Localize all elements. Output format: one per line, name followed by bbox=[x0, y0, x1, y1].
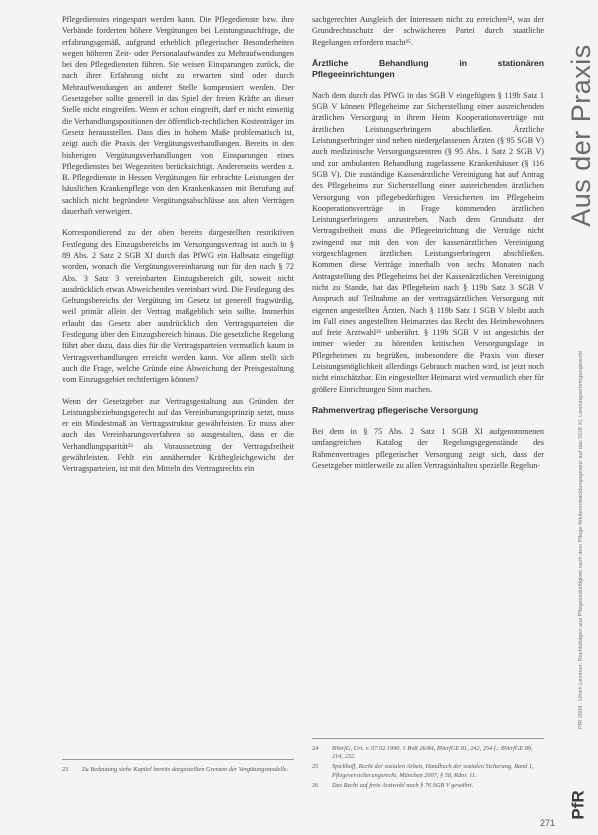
section-title-text: Aus der Praxis bbox=[565, 43, 596, 227]
section-heading: Ärztliche Behandlung in stationären Pflegeeinrichtungen bbox=[312, 57, 544, 79]
footnote-number: 26 bbox=[312, 781, 319, 789]
footnote-text: Zu Bedeutung siehe Kapitel bereits dargestellten Grenzen der Vergütungsmodelle. bbox=[82, 766, 289, 773]
body-paragraph: Nach dem durch das PfWG in das SGB V eingefügten § 119b Satz 1 SGB V können Pflegeheime zur Sicherstellung einer ausreichenden ärztlichen Versorgung in ihrem Heim Kooperationsverträge mit ärztlichen Leistungserbringern abschließen. Ärztliche Leistungserbringer sind neben niedergelassenen Ärzten (§ 95 SGB V) auch medizinische Versorgungszentren (§ 95 Abs. 1 Satz 2 SGB V) und zur ambulanten Behandlung zugelassene Krankenhäuser (§ 116 SGB V). Die zuständige Kassenärztliche Vereinigung hat auf Antrag des Pflegeheims zur Sicherstellung einer ausreichenden ärztlichen Versorgung von pflegebedürftigen Versicherten im Pflegeheim Kooperationsverträge in Frage kommenden ärztlichen Leistungserbringern anzustreben. Nach dem Grundsatz der Vertragsfreiheit muss die Pflegeeinrichtung die Verträge nicht zwingend nur mit den von der kassenärztlichen Vereinigung vorgeschlagenen ärztlichen Leistungserbringern abschließen. Kommen diese Verträge innerhalb von sechs Monaten nach Antragstellung des Pflegeheims bei der Kassenärztlichen Vereinigung nicht zu Stande, hat das Pflegeheim nach § 119b Satz 3 SGB V Anspruch auf Teilnahme an der vertragsärztlichen Versorgung mit eigenen angestellten Ärzten. Nach § 119b Satz 1 SGB V bleibt auch im Fall eines angestellten Heimarztes das Recht des Heimbewohners auf freie Arztwahl²⁶ unberührt. § 119b SGB V ist angesichts der immer wieder zu hörenden kritischen Versorgungslage in Pflegeheimen zu begrüßen, insbesondere die Praxis von dieser Leistungsmöglichkeit allerdings Gebrauch machen wird, ist jetzt noch nicht einschätzbar. Ein eingestellter Heimarzt wird vermutlich eher für größere Einrichtungen Sinn machen. bbox=[312, 90, 544, 394]
body-paragraph: Bei dem in § 75 Abs. 2 Satz 1 SGB XI aufgenommenen umfangreichen Katalog der Regelungsgegenstände des Rahmenvertrages pflegerischer Versorgung zeigt sich, dass der Gesetzgeber mittlerweile zu allen Vertragsinhalten spezielle Regelun- bbox=[312, 426, 544, 470]
section-title-vertical bbox=[566, 10, 596, 260]
footnote-text: Spickhoff, Recht der sozialen Arbeit, Handbuch der sozialen Sicherung, Band 1, Pflegeversicherungsrecht, München 2007, § 58, Rdnr. 11. bbox=[332, 763, 534, 779]
right-column bbox=[312, 14, 544, 481]
footnote bbox=[312, 745, 544, 761]
footnote-text: Das Recht auf freie Arztwahl nach § 76 SGB V gewährt. bbox=[332, 781, 474, 789]
running-citation-vertical bbox=[576, 270, 586, 810]
footnote-number: 25 bbox=[312, 763, 319, 771]
footnote bbox=[62, 766, 294, 774]
body-paragraph: Korrespondierend zu der oben bereits dargestellten restriktiven Festlegung des Einzugsbereichs im Versorgungsvertrag ist auch in § 89 Abs. 2 Satz 2 SGB XI durch das PfWG ein Halbsatz eingefügt worden, wonach die Vergütungsvereinbarung nur für den nach § 72 Abs. 3 Satz 3 vereinbarten Einzugsbereich gilt, soweit nicht ausdrücklich etwas Abweichendes vereinbart wird. Die Festlegung des Geltungsbereichs der Vergütung im Gesetz ist generell fragwürdig, weil primär allein der Vertrag maßgeblich sein sollte. Immerhin erlaubt das Gesetz aber ausdrücklich den Vertragsparteien die Festlegung über den Einzugsbereich hinaus. Die gesetzliche Regelung führt aber dazu, dass dies für die Vertragsparteien vermutlich kaum in Vertragsverhandlungen erreicht werden kann. Vor allem stellt sich auch die Frage, welche Gründe eine Abweichung der Preisgestaltung vom Einzugsgebiet rechtfertigen können? bbox=[62, 228, 294, 385]
running-citation-text: PfR 2009 · Ulrich Lemmer: Rechtsfolgen aus Pflegebedürftigkeit nach dem Pflege-Weiterentwicklungsgesetz auf das SGB XI, Leistungserbringungsrecht bbox=[578, 351, 585, 729]
journal-logo-text: PfR bbox=[569, 790, 588, 820]
footnote bbox=[312, 782, 544, 790]
footnote-number: 24 bbox=[312, 745, 319, 752]
footnote-text: BVerfG, Urt. v. 07.02.1990, 1 BvR 26/84, BVerfGE 81, 242, 254 f.; BVerfGE 89, 214, 232. bbox=[332, 745, 533, 761]
page-number: 271 bbox=[540, 818, 556, 828]
footnotes-right bbox=[312, 738, 544, 792]
body-paragraph: Wenn der Gesetzgeber zur Vertragsgestaltung aus Gründen der Leistungsbeziehungsgerecht auf das Vereinbarungsprinzip setzt, muss er ein Mindestmaß an Vertragsstruktur gewährleisten. Er muss aber auch das Vereinbarungsverfahren so ausgestalten, dass er die Verhandlungsparität²³ als Voraussetzung der Vertragsfreiheit gewährleisten. Fehlt ein annähernder Kräftegleichgewicht der Vertragsparteien, ist mit den Mitteln des Vertragsrechts ein bbox=[62, 396, 294, 474]
left-column bbox=[62, 14, 294, 485]
journal-logo bbox=[568, 790, 590, 820]
footnotes-left bbox=[62, 759, 294, 776]
body-paragraph: sachgerechter Ausgleich der Interessen nicht zu erreichen²⁴, was der Grundrechtsschutz der schwächeren Partei durch staatliche Regelungen erfordern macht²⁵. bbox=[312, 15, 544, 47]
section-heading: Rahmenvertrag pflegerische Versorgung bbox=[312, 404, 479, 415]
footnote bbox=[312, 763, 544, 779]
footnote-number: 23 bbox=[62, 766, 69, 773]
body-paragraph: Pflegedienstes eingespart werden kann. Die Pflegedienste bzw. ihre Verbände forderten höhere Vergütungen bei Leistungsnachfrage, die erfahrungsgemäß, aufgrund erheblich pflegerischer Besonderheiten wegen höheren Zeit- oder Personalaufwandes zu Mehraufwendungen bei den Pflegediensten führen. Sie weisen Einsparungen zurück, die nach ihrer Erfahrung nicht zu erwarten sind oder durch Mehraufwendungen an anderer Stelle kompensiert werden. Der Gesetzgeber sollte generell in das Spiel der freien Kräfte an dieser Stelle nicht eingreifen. Wenn er schon eingreift, darf er nicht einseitig die Verhandlungspositionen der öffentlich-rechtlichen Kostenträger im Gesetz herausstellen. Dass dies in hohem Maße problematisch ist, zeigt auch die Praxis der Vergütungsverhandlungen. Bereits in den bisherigen Vergütungsverhandlungen von Einsparungen eines Pflegedienstes bei Wegezeiten berücksichtigt. Andererseits werden z. B. Pflegedienste in Hessen Vergütungen für erbrachte Leistungen der häuslichen Krankenpflege von den Krankenkassen mit Berufung auf sachlich nicht begründete Vergütungsabschlüsse aus alten Verträgen dauerhaft verweigert. bbox=[62, 15, 294, 217]
